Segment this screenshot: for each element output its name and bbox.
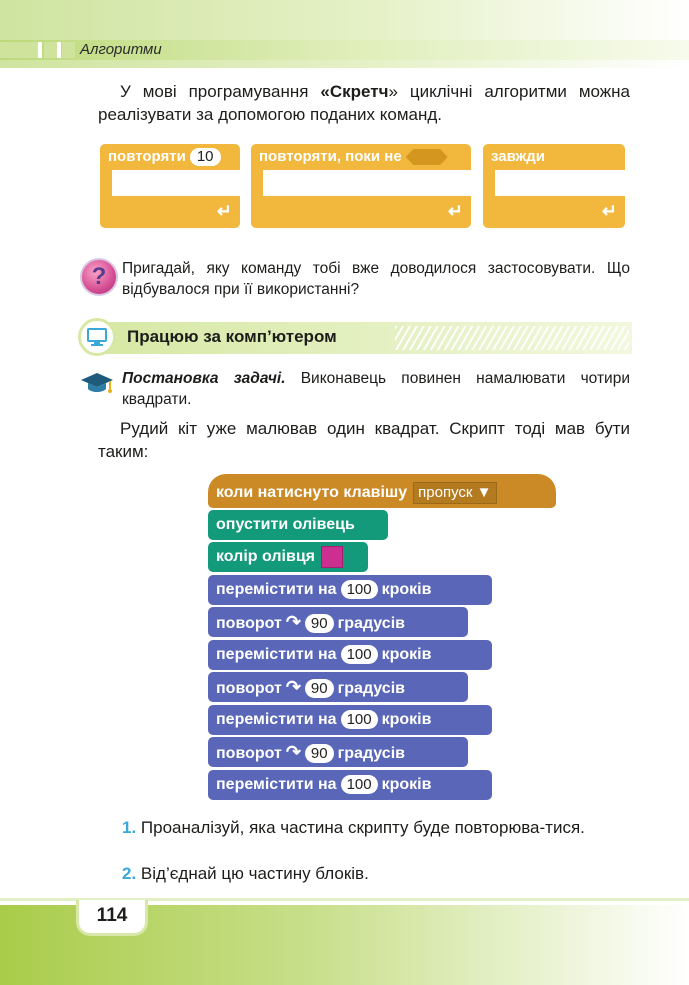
loop-return-arrow-icon: ↵ bbox=[216, 201, 232, 221]
move-steps-input[interactable]: 100 bbox=[341, 775, 378, 794]
chevron-down-icon: ▼ bbox=[476, 483, 492, 501]
forever-label: завжди bbox=[491, 148, 546, 165]
when-key-pressed-block[interactable]: коли натиснуто клавішу пропуск ▼ bbox=[208, 474, 556, 508]
graduation-cap-icon bbox=[80, 370, 114, 401]
turn-clockwise-icon: ↷ bbox=[285, 742, 301, 762]
loop-return-arrow-icon: ↵ bbox=[447, 201, 463, 221]
forever-block[interactable] bbox=[483, 144, 625, 228]
repeat-count[interactable]: 10 bbox=[190, 148, 221, 166]
chapter-title: Алгоритми bbox=[80, 41, 162, 58]
turn-degrees-input[interactable]: 90 bbox=[305, 614, 334, 633]
condition-slot[interactable] bbox=[406, 149, 448, 165]
move-block[interactable]: перемістити на 100 кроків bbox=[208, 705, 492, 735]
question-2: 2. Від’єднай цю частину блоків. bbox=[122, 864, 369, 883]
section-header-hatch bbox=[395, 326, 629, 350]
section-title: Працюю за комп’ютером bbox=[127, 327, 337, 346]
pen-color-swatch[interactable] bbox=[321, 546, 343, 568]
task-label: Постановка задачі. bbox=[122, 370, 286, 387]
header-decor-square bbox=[0, 42, 38, 58]
turn-clockwise-icon: ↷ bbox=[285, 677, 301, 697]
reminder-text: Пригадай, яку команду тобі вже доводилося застосовувати. Що відбувалося при її використанні? bbox=[122, 260, 630, 298]
turn-clockwise-icon: ↷ bbox=[285, 612, 301, 632]
turn-block[interactable]: поворот ↷ 90 градусів bbox=[208, 737, 468, 767]
move-block[interactable]: перемістити на 100 кроків bbox=[208, 575, 492, 605]
question-1: 1. Проаналізуй, яка частина скрипту буде повторюва-тися. bbox=[122, 818, 585, 837]
task-text: Постановка задачі. Виконавець повинен намалювати чотири квадрати. bbox=[122, 370, 630, 408]
header-decor-stripe bbox=[57, 42, 61, 58]
move-steps-input[interactable]: 100 bbox=[341, 710, 378, 729]
paragraph-script: Рудий кіт уже малював один квадрат. Скрипт тоді мав бути таким: bbox=[98, 419, 630, 461]
repeat-block-label: повторяти bbox=[108, 148, 186, 165]
question-icon: ? bbox=[80, 258, 118, 296]
move-block[interactable]: перемістити на 100 кроків bbox=[208, 770, 492, 800]
key-dropdown[interactable]: пропуск ▼ bbox=[413, 482, 496, 504]
page-number: 114 bbox=[76, 900, 148, 936]
turn-block[interactable]: поворот ↷ 90 градусів bbox=[208, 607, 468, 637]
header-decor-square bbox=[62, 42, 75, 58]
pen-color-block[interactable]: колір олівця bbox=[208, 542, 368, 572]
turn-degrees-input[interactable]: 90 bbox=[305, 679, 334, 698]
move-steps-input[interactable]: 100 bbox=[341, 645, 378, 664]
repeat-block[interactable] bbox=[100, 144, 240, 228]
move-block[interactable]: перемістити на 100 кроків bbox=[208, 640, 492, 670]
intro-paragraph: У мові програмування «Скретч» циклічні алгоритми можна реалізувати за допомогою поданих команд. bbox=[98, 82, 630, 124]
loop-return-arrow-icon: ↵ bbox=[601, 201, 617, 221]
header-decor-stripe bbox=[38, 42, 42, 58]
turn-block[interactable]: поворот ↷ 90 градусів bbox=[208, 672, 468, 702]
scratch-name: Скретч bbox=[329, 82, 389, 101]
computer-icon bbox=[78, 318, 116, 356]
repeat-until-label: повторяти, поки не bbox=[259, 148, 402, 165]
turn-degrees-input[interactable]: 90 bbox=[305, 744, 334, 763]
move-steps-input[interactable]: 100 bbox=[341, 580, 378, 599]
repeat-until-block[interactable] bbox=[251, 144, 471, 228]
pen-down-block[interactable]: опустити олівець bbox=[208, 510, 388, 540]
header-decor-square bbox=[44, 42, 57, 58]
